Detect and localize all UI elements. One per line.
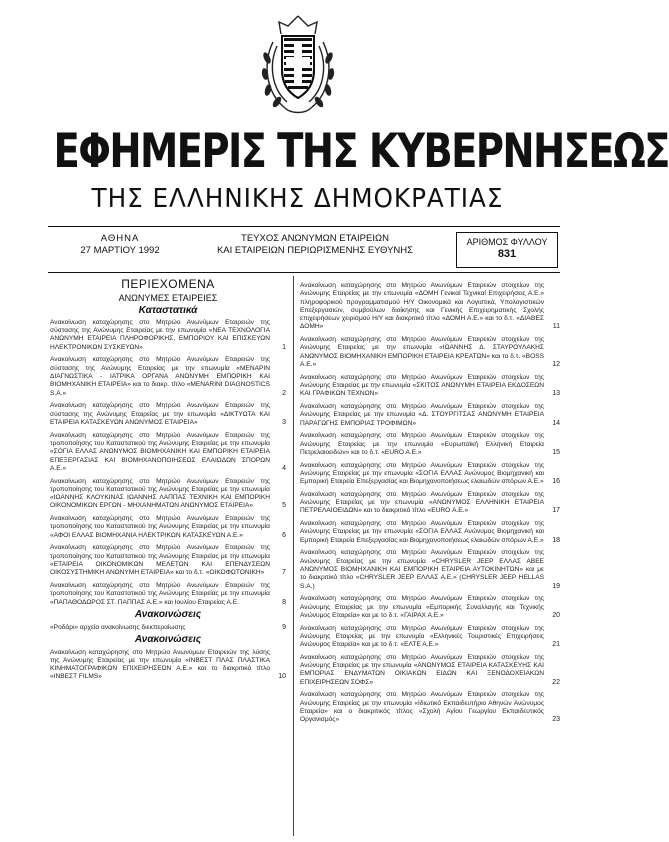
contents-left-column — [50, 278, 286, 686]
issue-number: 831 — [497, 248, 517, 260]
entry-text: Ανακοίνωση καταχώρησης στο Μητρώο Ανωνύμων Εταιρειών στοιχείων της Ανώνυμης Εταιρείας με την επωνυμία «CHRYSLER JEEP ΕΛΛΑΣ ΑΒΕΕ ΑΝΩΝΥΜΟΣ ΒΙΟΜΗΧΑΝΙΚΗ ΚΑΙ ΕΜΠΟΡΙΚΗ ΕΤΑΙΡΕΙΑ ΑΥΤΟΚΙΝΗΤΩΝ» και με το διακριτικό τίτλο «CHRYSLER JEEP ΕΛΛΑΣ Α.Ε.» (CHRYSLER JEEP HELLAS S.A.) — [300, 549, 544, 590]
entry-page: 2 — [282, 389, 286, 397]
entry-text: Ανακοίνωση καταχώρησης στο Μητρώο Ανωνύμων Εταιρειών στοιχείων της Ανώνυμης Εταιρείας με την επωνυμία «Ευρωπαϊκή Ελληνική Εταιρεία Πετρελαιοειδών» και το δ.τ. «EURO A.E.» — [300, 432, 544, 456]
contents-entry — [300, 691, 560, 724]
entry-text: Ανακοίνωση καταχώρησης στο Μητρώο Ανωνύμων Εταιρειών στοιχείων της Ανώνυμης Εταιρείας με την επωνυμία «Ιδιωτικό Εκπαιδευτήριο Αθηνών Ανώνυμος Εταιρεία» και ο διακριτικός τίτλος «Σχολή Αγίου Γεωργίου Εκπαιδευτικός Οργανισμός» — [300, 691, 544, 724]
entry-page: 1 — [282, 343, 286, 351]
entry-text: Ανακοίνωση καταχώρησης στο Μητρώο Ανωνύμων Εταιρειών στοιχείων της Ανώνυμης Εταιρείας με την επωνυμία «ΑΝΩΝΥΜΟΣ ΕΤΑΙΡΕΙΑ ΚΑΤΑΣΚΕΥΗΣ ΚΑΙ ΕΜΠΟΡΙΑΣ ΕΝΔΥΜΑΤΩΝ ΟΙΚΙΑΚΩΝ ΕΙΔΩΝ ΚΑΙ ΞΕΝΟΔΟΧΕΙΑΚΩΝ ΕΠΙΧΕΙΡΗΣΕΩΝ ΣΟΦΣ» — [300, 653, 544, 686]
entry-page: 9 — [282, 623, 286, 631]
entry-text: Ανακοίνωση καταχώρησης στο Μητρώο Ανωνύμων Εταιρειών της τροποποίησης του Καταστατικού της Ανώνυμης Εταιρείας με την επωνυμία «ΣΟΓΙΑ ΕΛΛΑΣ ΑΝΩΝΥΜΟΣ ΒΙΟΜΗΧΑΝΙΚΗ ΚΑΙ ΕΜΠΟΡΙΚΗ ΕΤΑΙΡΕΙΑ ΕΠΕΞΕΡΓΑΣΙΑΣ ΚΑΙ ΒΙΟΜΗΧΑΝΟΠΟΙΗΣΕΩΣ ΕΛΑΙΩΔΩΝ ΣΠΟΡΩΝ Α.Ε.» — [50, 431, 270, 472]
entry-page: 5 — [282, 502, 286, 510]
issue-number-box — [456, 232, 558, 268]
entry-text: «Ροδάρι» αρχεία ανακοίνωσης διεκπεραίωσης — [50, 623, 186, 631]
entry-page: 14 — [552, 419, 560, 427]
issue-city: ΑΘΗΝΑ — [100, 233, 140, 244]
contents-entry — [300, 549, 560, 590]
entry-text: Ανακοίνωση καταχώρησης στο Μητρώο Ανωνύμων Εταιρειών στοιχείων της Ανώνυμης Εταιρείας με την επωνυμία «ΙΩΑΝΝΗΣ Δ. ΣΤΑΥΡΟΥΛΑΚΗΣ ΑΝΩΝΥΜΟΣ ΒΙΟΜΗΧΑΝΙΚΗ ΕΜΠΟΡΙΚΗ ΕΤΑΙΡΕΙΑ ΚΡΕΑΤΩΝ» και το δ.τ. «BOSS A.E.» — [300, 336, 544, 369]
contents-entry — [300, 336, 560, 369]
entry-text: Ανακοίνωση καταχώρησης στο Μητρώο Ανωνύμων Εταιρειών στοιχείων της Ανώνυμης Εταιρείας με την επωνυμία «ΔΟΜΗ Γενικαί Τεχνικαί Επιχειρήσεις Α.Ε.» πληροφορικού προγραμματισμού Η/Υ Οικονομικά και Λογιστικά, Υπολογιστικών Επεξεργασιών, συμβούλων διοίκησης και Γενικής Επιχειρηματικής Σχολής επιχειρήσεων χειρισμού Η/Υ και διακριτικό τίτλο «ΔΟΜΗ Α.Ε.» και το δ.τ. «ΔΙΑΘΕΣ ΔΟΜΗ» — [300, 282, 544, 331]
entry-text: Ανακοίνωση καταχώρησης στο Μητρώο Ανωνύμων Εταιρειών της τροποποίησης του Καταστατικού της Ανώνυμης Εταιρείας με την επωνυμία «ΕΤΑΙΡΕΙΑ ΟΙΚΟΝΟΜΙΚΩΝ ΜΕΛΕΤΩΝ ΚΑΙ ΕΠΕΝΔΥΣΕΩΝ ΟΙΚΟΣΥΣΤΗΜΙΚΗ ΑΝΩΝΥΜΗ ΕΤΑΙΡΕΙΑ» και το δ.τ. «ΟΙΚΟΦΩΤΟΝΙΚΗ» — [50, 544, 270, 577]
contents-entry — [300, 625, 560, 650]
contents-entry — [300, 595, 560, 620]
contents-entry — [300, 374, 560, 399]
section-heading-companies: ΑΝΩΝΥΜΕΣ ΕΤΑΙΡΕΙΕΣ — [118, 293, 218, 304]
contents-entry — [300, 520, 560, 545]
entry-page: 13 — [552, 390, 560, 398]
issue-date: 27 ΜΑΡΤΙΟΥ 1992 — [80, 245, 160, 256]
entry-text: Ανακοίνωση καταχώρησης στο Μητρώο Ανωνύμων Εταιρειών στοιχείων της Ανώνυμης Εταιρείας με την επωνυμία «ΣΚΙΤΟΣ ΑΝΩΝΥΜΗ ΕΤΑΙΡΕΙΑ ΕΚΔΟΣΕΩΝ ΚΑΙ ΓΡΑΦΙΚΩΝ ΤΕΧΝΩΝ» — [300, 373, 544, 398]
series-line-2: ΚΑΙ ΕΤΑΙΡΕΙΩΝ ΠΕΡΙΩΡΙΣΜΕΝΗΣ ΕΥΘΥΝΗΣ — [216, 245, 414, 256]
contents-entry — [50, 356, 286, 397]
entry-page: 6 — [282, 531, 286, 539]
entry-page: 16 — [552, 478, 560, 486]
entry-page: 8 — [282, 598, 286, 606]
entry-page: 3 — [282, 418, 286, 426]
contents-entry — [300, 491, 560, 516]
contents-entry — [50, 432, 286, 473]
section-heading-other: Ανακοινώσεις — [134, 609, 202, 621]
entry-text: Ανακοίνωση καταχώρησης στο Μητρώο Ανωνύμων Εταιρειών της τροποποίησης του Καταστατικού της Ανώνυμης Εταιρείας με την επωνυμία «ΑΦΟΙ ΕΛΛΑΣ ΒΙΟΜΗΧΑΝΙΑ ΗΛΕΚΤΡΙΚΩΝ ΚΑΤΑΣΚΕΥΩΝ Α.Ε.» — [50, 515, 270, 539]
entry-text: Ανακοίνωση καταχώρησης στο Μητρώο Ανωνύμων Εταιρειών στοιχείων της Ανώνυμης Εταιρείας με την επωνυμία «Δ. ΣΤΟΥΡΓΙΤΣΑΣ ΑΝΩΝΥΜΗ ΕΤΑΙΡΕΙΑ ΠΑΡΑΓΩΓΗΣ ΕΜΠΟΡΙΑΣ ΤΡΟΦΙΜΩΝ» — [300, 403, 544, 427]
contents-entry — [50, 515, 286, 540]
series-block — [190, 233, 440, 267]
contents-entry — [50, 478, 286, 511]
entry-page: 17 — [552, 507, 560, 515]
entry-page: 15 — [552, 448, 560, 456]
contents-entry — [50, 319, 286, 352]
contents-right-column — [300, 282, 560, 729]
issue-date-block — [60, 233, 180, 267]
entry-page: 21 — [552, 641, 560, 649]
series-line-1: ΤΕΥΧΟΣ ΑΝΩΝΥΜΩΝ ΕΤΑΙΡΕΙΩΝ — [241, 233, 389, 244]
entry-page: 18 — [552, 536, 560, 544]
contents-entry — [300, 654, 560, 687]
entry-text: Ανακοίνωση καταχώρησης στο Μητρώο Ανωνύμων Εταιρειών στοιχείων της Ανώνυμης Εταιρείας με την επωνυμία «ΣΟΓΙΑ ΕΛΛΑΣ Ανώνυμος Βιομηχανική και Εμπορική Εταιρεία Επεξεργασίας και Βιομηχανοποιήσεως ελαιωδών σπόρων Α.Ε.» — [300, 461, 544, 486]
contents-entry — [50, 544, 286, 577]
column-divider — [293, 276, 294, 836]
entry-page: 4 — [282, 464, 286, 472]
entry-page: 22 — [552, 678, 560, 686]
entry-text: Ανακοίνωση καταχώρησης στο Μητρώο Ανωνύμων Εταιρειών της σύστασης της Ανώνυμης Εταιρείας με την επωνυμία «ΔΙΚΤΥΩΤΑ ΚΑΙ ΕΤΑΙΡΕΙΑ ΚΑΤΑΣΚΕΥΩΝ ΑΝΩΝΥΜΟΣ ΕΤΑΙΡΕΙΑ» — [50, 402, 270, 426]
bottom-divider — [48, 272, 560, 273]
entry-text: Ανακοίνωση καταχώρησης στο Μητρώο Ανωνύμων Εταιρειών στοιχείων της Ανώνυμης Εταιρείας με την επωνυμία «Εμπορικής Συναλλαγής και Τεχνικής Ανώνυμος Εταιρεία» και με το δ.τ. «ΓΑΙΡΑΧ Α.Ε.» — [300, 595, 544, 619]
entry-page: 20 — [552, 611, 560, 619]
contents-entry — [300, 282, 560, 332]
entry-text: Ανακοίνωση καταχώρησης στο Μητρώο Ανωνύμων Εταιρειών της λύσης της Ανώνυμης Εταιρείας με την επωνυμία «ΙΝΒΕΣΤ ΠΛΑΣ ΠΛΑΣΤΙΚΑ ΚΙΝΗΜΑΤΟΓΡΑΦΙΚΩΝ ΕΠΙΧΕΙΡΗΣΕΩΝ Α.Ε.» και το διακριτικό τίτλο «ΙΝΒΕΣΤ FILMS» — [50, 648, 270, 681]
contents-title: ΠΕΡΙΕΧΟΜΕΝΑ — [121, 277, 215, 291]
entry-page: 11 — [552, 323, 560, 331]
contents-entry — [50, 649, 286, 682]
contents-entry — [50, 402, 286, 427]
entry-text: Ανακοίνωση καταχώρησης στο Μητρώο Ανωνύμων Εταιρειών της τροποποίησης του Καταστατικού της Ανώνυμης Εταιρείας με την επωνυμία «ΠΑΠΑΘΟΔΩΡΟΣ ΣΤ. ΠΑΠΠΑΣ Α.Ε.» και Ιουλίου Εταιρείας Α.Ε. — [50, 581, 270, 606]
contents-entry — [50, 582, 286, 607]
entry-text: Ανακοίνωση καταχώρησης στο Μητρώο Ανωνύμων Εταιρειών στοιχείων της Ανώνυμης Εταιρείας με την επωνυμία «ΣΟΓΙΑ ΕΛΛΑΣ Ανώνυμος Βιομηχανική και Εμπορική Εταιρεία Επεξεργασίας και Βιομηχανοποιήσεως ελαιωδών σπόρων Α.Ε.» — [300, 520, 544, 544]
contents-entry — [300, 403, 560, 428]
entry-page: 12 — [552, 361, 560, 369]
state-emblem — [255, 12, 341, 120]
entry-text: Ανακοίνωση καταχώρησης στο Μητρώο Ανωνύμων Εταιρειών στοιχείων της Ανώνυμης Εταιρείας με την επωνυμία «ΑΝΩΝΥΜΟΣ ΕΛΛΗΝΙΚΗ ΕΤΑΙΡΕΙΑ ΠΕΤΡΕΛΑΙΟΕΙΔΩΝ» και το διακριτικό τίτλο «EURO Α.Ε.» — [300, 490, 544, 515]
entry-page: 23 — [552, 716, 560, 724]
entry-page: 19 — [552, 582, 560, 590]
entry-text: Ανακοίνωση καταχώρησης στο Μητρώο Ανωνύμων Εταιρειών της σύστασης της Ανώνυμης Εταιρείας με την επωνυμία «ΝΕΑ ΤΕΧΝΟΛΟΓΙΑ ΑΝΩΝΥΜΗ ΕΤΑΙΡΕΙΑ ΠΛΗΡΟΦΟΡΙΚΗΣ, ΕΜΠΟΡΙΟΥ ΚΑΙ ΕΠΙΣΚΕΥΩΝ ΗΛΕΚΤΡΟΝΙΚΩΝ ΣΥΣΚΕΥΩΝ» — [50, 318, 270, 351]
contents-entry — [300, 462, 560, 487]
contents-entry — [50, 624, 286, 632]
entry-text: Ανακοίνωση καταχώρησης στο Μητρώο Ανωνύμων Εταιρειών στοιχείων της Ανώνυμης Εταιρείας με την επωνυμία «Ελληνικές Τουριστικές Επιχειρήσεις Ανώνυμος Εταιρεία» και με το δ.τ. «ΕΛΤΕ Α.Ε.» — [300, 624, 544, 649]
contents-entry — [300, 432, 560, 457]
gazette-title: ΕΦΗΜΕΡΙΣ ΤΗΣ ΚΥΒΕΡΝΗΣΕΩΣ — [53, 124, 669, 179]
section-heading-notices: Ανακοινώσεις — [134, 634, 202, 646]
entry-text: Ανακοίνωση καταχώρησης στο Μητρώο Ανωνύμων Εταιρειών της τροποποίησης του Καταστατικού της Ανώνυμης Εταιρείας με την επωνυμία «ΙΩΑΝΝΗΣ ΚΛΟΥΚΙΝΑΣ ΙΩΑΝΝΗΣ ΛΑΠΠΑΣ ΤΕΧΝΙΚΗ ΚΑΙ ΕΜΠΟΡΙΚΗ ΟΙΚΟΝΟΜΙΚΩΝ ΕΡΓΩΝ - ΜΗΧΑΝΗΜΑΤΩΝ ΑΝΩΝΥΜΟΣ ΕΤΑΙΡΕΙΑ» — [50, 477, 270, 510]
issue-number-label: ΑΡΙΘΜΟΣ ΦΥΛΛΟΥ — [466, 237, 548, 247]
entry-text: Ανακοίνωση καταχώρησης στο Μητρώο Ανωνύμων Εταιρειών της σύστασης της Ανώνυμης Εταιρείας με την επωνυμία «ΜΕΝΑΡΙΝ ΔΙΑΓΝΩΣΤΙΚΑ - ΙΑΤΡΙΚΑ ΟΡΓΑΝΑ ΑΝΩΝΥΜΗ ΕΜΠΟΡΙΚΗ ΚΑΙ ΒΙΟΜΗΧΑΝΙΚΗ ΕΤΑΙΡΕΙΑ» και το διακρ. τίτλο «MENARINI DIAGNOSTICS S.A.» — [50, 356, 270, 397]
top-divider — [48, 226, 560, 227]
section-heading-statutes: Καταστατικά — [138, 304, 198, 316]
gazette-subtitle: ΤΗΣ ΕΛΛΗΝΙΚΗΣ ΔΗΜΟΚΡΑΤΙΑΣ — [91, 184, 504, 214]
entry-page: 7 — [282, 569, 286, 577]
entry-page: 10 — [278, 673, 286, 681]
